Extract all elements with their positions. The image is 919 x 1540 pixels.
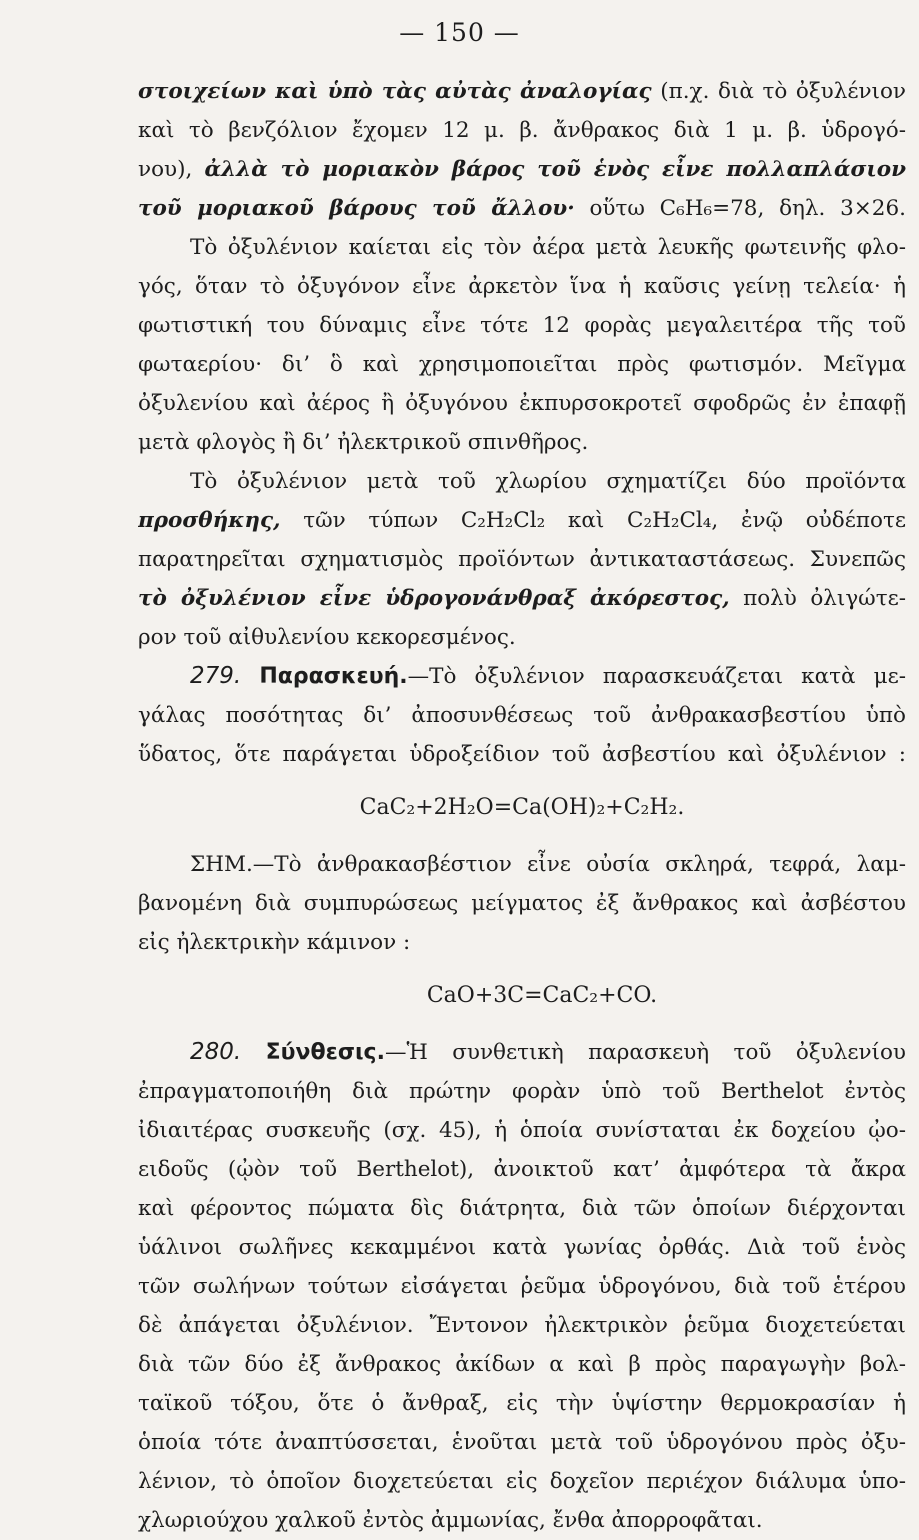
text-line: ειδοῦς (ᾠὸν τοῦ Berthelot), ἀνοικτοῦ κατ’ ἀμφότερα τὰ ἄκρα (138, 1157, 906, 1182)
section-heading-279: 279. Παρασκευή.—Τὸ ὀξυλένιον παρασκευάζεται κατὰ με- (190, 663, 906, 689)
text-line: παρατηρεῖται σχηματισμὸς προϊόντων ἀντικαταστάσεως. Συνεπῶς (138, 547, 906, 572)
text-line: ΣΗΜ.—Τὸ ἀνθρακασβέστιον εἶνε οὐσία σκληρά, τεφρά, λαμ- (190, 852, 906, 877)
chemical-equation: CaO+3C=CaC₂+CO. (426, 983, 658, 1008)
chemical-equation: CaC₂+2H₂O=Ca(OH)₂+C₂H₂. (359, 795, 685, 820)
text-line: φωτιστική του δύναμις εἶνε τότε 12 φορὰς μεγαλειτέρα τῆς τοῦ (138, 313, 906, 338)
text-line: ρον τοῦ αἰθυλενίου κεκορεσμένος. (138, 625, 516, 650)
text-line: χλωριούχου χαλκοῦ ἐντὸς ἀμμωνίας, ἔνθα ἀπορροφᾶται. (138, 1508, 763, 1533)
text-line: προσθήκης, τῶν τύπων C₂H₂Cl₂ καὶ C₂H₂Cl₄, ἐνῷ οὐδέποτε (138, 508, 906, 533)
text-line: Τὸ ὀξυλένιον καίεται εἰς τὸν ἀέρα μετὰ λευκῆς φωτεινῆς φλο- (190, 235, 906, 260)
text-line: τὸ ὀξυλένιον εἶνε ὑδρογονάνθραξ ἀκόρεστος, πολὺ ὀλιγώτε- (138, 586, 906, 611)
text-line: ὁποία τότε ἀναπτύσσεται, ἑνοῦται μετὰ τοῦ ὑδρογόνου πρὸς ὀξυ- (138, 1430, 906, 1455)
text-line: ἐπραγματοποιήθη διὰ πρώτην φορὰν ὑπὸ τοῦ Berthelot ἐντὸς (138, 1079, 906, 1104)
text-line: ὀξυλενίου καὶ ἀέρος ἢ ὀξυγόνου ἐκπυρσοκροτεῖ σφοδρῶς ἐν ἐπαφῇ (138, 391, 906, 416)
section-title: Σύνθεσις. (265, 1040, 385, 1065)
text-line: στοιχείων καὶ ὑπὸ τὰς αὐτὰς ἀναλογίας (π.χ. διὰ τὸ ὀξυλένιον (138, 79, 906, 104)
text-line: καὶ φέροντος πώματα δὶς διάτρητα, διὰ τῶν ὁποίων διέρχονται (138, 1196, 906, 1221)
text-line: δὲ ἀπάγεται ὀξυλένιον. Ἔντονον ἠλεκτρικὸν ῥεῦμα διοχετεύεται (138, 1313, 906, 1338)
text-line: μετὰ φλογὸς ἢ δι’ ἠλεκτρικοῦ σπινθῆρος. (138, 430, 589, 455)
text-line: γάλας ποσότητας δι’ ἀποσυνθέσεως τοῦ ἀνθρακασβεστίου ὑπὸ (138, 703, 906, 728)
text-line: ἰδιαιτέρας συσκευῆς (σχ. 45), ἡ ὁποία συνίσταται ἐκ δοχείου ᾠο- (138, 1118, 906, 1143)
text-line: ὕδατος, ὅτε παράγεται ὑδροξείδιον τοῦ ἀσβεστίου καὶ ὀξυλένιον : (138, 742, 906, 767)
text-line: ταϊκοῦ τόξου, ὅτε ὁ ἄνθραξ, εἰς τὴν ὑψίστην θερμοκρασίαν ἡ (138, 1391, 906, 1416)
body-text (138, 72, 906, 1540)
text-line: ὑάλινοι σωλῆνες κεκαμμένοι κατὰ γωνίας ὀρθάς. Διὰ τοῦ ἑνὸς (138, 1235, 906, 1260)
section-heading-280: 280. Σύνθεσις.—Ἡ συνθετικὴ παρασκευὴ τοῦ ὀξυλενίου (190, 1039, 906, 1065)
text-line: εἰς ἠλεκτρικὴν κάμινον : (138, 930, 411, 955)
text-line: βανομένη διὰ συμπυρώσεως μείγματος ἐξ ἄνθρακος καὶ ἀσβέστου (138, 891, 906, 916)
text-line: καὶ τὸ βενζόλιον ἔχομεν 12 μ. β. ἄνθρακος διὰ 1 μ. β. ὑδρογό- (138, 118, 906, 143)
text-line: λένιον, τὸ ὁποῖον διοχετεύεται εἰς δοχεῖον περιέχον διάλυμα ὑπο- (138, 1469, 906, 1494)
section-number: 280. (190, 1039, 242, 1065)
text-line: φωταερίου· δι’ ὃ καὶ χρησιμοποιεῖται πρὸς φωτισμόν. Μεῖγμα (138, 352, 906, 377)
text-line: τοῦ μοριακοῦ βάρους τοῦ ἄλλου· οὕτω C₆H₆=78, δηλ. 3×26. (138, 196, 906, 221)
section-number: 279. (190, 663, 242, 689)
page-number: — 150 — (399, 18, 520, 47)
text-line: νου), ἀλλὰ τὸ μοριακὸν βάρος τοῦ ἑνὸς εἶνε πολλαπλάσιον (138, 157, 906, 182)
section-title: Παρασκευή. (259, 664, 408, 689)
text-line: διὰ τῶν δύο ἐξ ἄνθρακος ἀκίδων α καὶ β πρὸς παραγωγὴν βολ- (138, 1352, 906, 1377)
text-line: Τὸ ὀξυλένιον μετὰ τοῦ χλωρίου σχηματίζει δύο προϊόντα (190, 469, 906, 494)
text-line: τῶν σωλήνων τούτων εἰσάγεται ῥεῦμα ὑδρογόνου, διὰ τοῦ ἑτέρου (138, 1274, 906, 1299)
text-line: γός, ὅταν τὸ ὀξυγόνον εἶνε ἀρκετὸν ἵνα ἡ καῦσις γείνῃ τελεία· ἡ (138, 274, 906, 299)
